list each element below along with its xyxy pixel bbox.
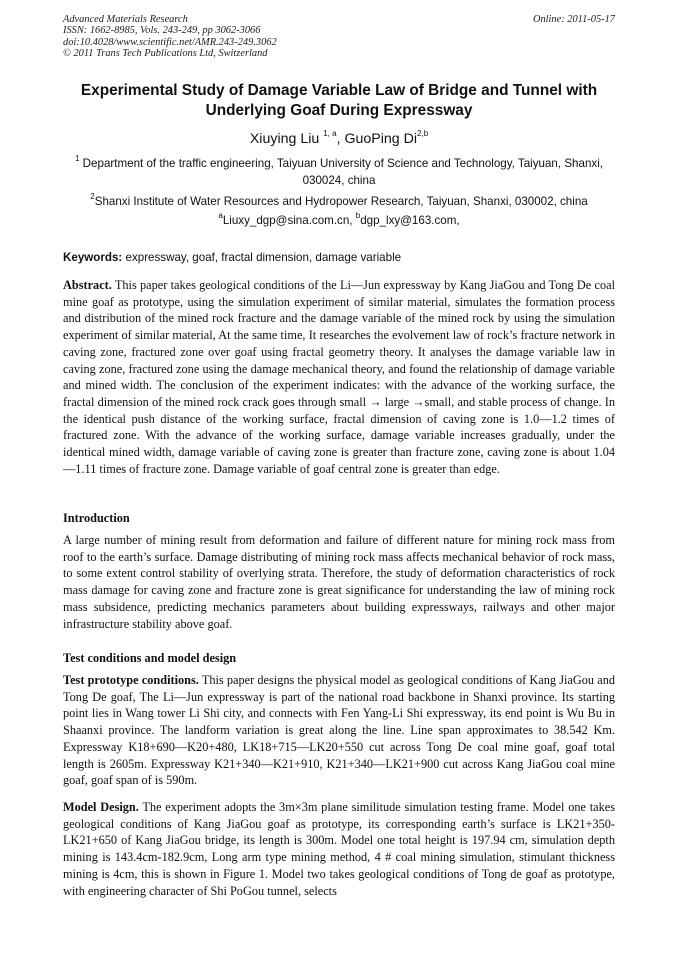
affiliation-1: [60, 155, 618, 189]
journal-doi[interactable]: doi:10.4028/www.scientific.net/AMR.243-249.3062: [63, 36, 277, 48]
author-1: Xiuying Liu: [249, 131, 320, 147]
journal-name: Advanced Materials Research: [63, 14, 188, 25]
email-a-marker: a: [218, 211, 223, 221]
model-design-text: The experiment adopts the 3m×3m plane similitude simulation testing frame. Model one takes geological conditions of Kang JiaGou goaf as prototype, its corresponding earth’s surface is LK21+350-LK21+650 of Kang JiaGou bridge, its length is 300m. Model one total height is 197.94 cm, simulation depth mining is 143.4cm-182.9cm, Long arm type mining method, 4 # coal mining simulation, stimulant thickness mining is 4cm, this is shown in Figure 1. Model two takes geological conditions of Tong de goaf as prototype, with engineering character of Shi PoGou tunnel, selects: [63, 800, 615, 898]
author-line: [60, 130, 618, 148]
introduction-text: A large number of mining result from deformation and failure of different nature for mining rock mass from roof to the earth’s surface. Damage distributing of mining rock mass affects mechanical behavior of rock mass, to some extent control stability of overlying strata. Therefore, the study of deformation characteristics of rock mass damage for caving zone and fracture zone is great significance for understanding the law of mining rock mass subsidence, predicting mechanics parameters about building expressways, railways and other major infrastructure stability above goaf.: [63, 533, 615, 631]
affiliation-2-text: Shanxi Institute of Water Resources and Hydropower Research, Taiyuan, Shanxi, 030002, china: [94, 195, 588, 208]
keywords: [63, 250, 615, 266]
affiliation-2-marker: 2: [90, 192, 95, 202]
affiliation-2: [60, 193, 618, 210]
test-conditions-heading: Test conditions and model design: [63, 651, 237, 665]
online-date: Online: 2011-05-17: [532, 14, 615, 25]
author-1-marker: 1, a: [323, 129, 337, 139]
introduction-heading: Introduction: [63, 511, 130, 525]
keywords-label: Keywords:: [63, 251, 123, 264]
email-b-marker: b: [355, 211, 361, 221]
paper-title: Experimental Study of Damage Variable Law of Bridge and Tunnel with Underlying Goaf During Expressway: [80, 82, 598, 119]
abstract-label: Abstract.: [63, 278, 112, 292]
journal-header: [63, 14, 277, 60]
email-b[interactable]: dgp_lxy@163.com,: [360, 214, 460, 227]
affiliation-1-text: Department of the traffic engineering, Taiyuan University of Science and Technology, Taiyuan, Shanxi, 030024, china: [79, 157, 603, 187]
author-separator: ,: [336, 131, 345, 147]
abstract: [63, 277, 615, 477]
journal-copyright: © 2011 Trans Tech Publications Ltd, Switzerland: [63, 48, 268, 60]
model-design-paragraph: [63, 799, 615, 899]
author-2: GuoPing Di: [344, 131, 418, 147]
model-design-label: Model Design.: [63, 800, 139, 814]
keywords-text: expressway, goaf, fractal dimension, damage variable: [122, 251, 402, 264]
author-emails: [60, 212, 618, 229]
journal-issn: ISSN: 1662-8985, Vols. 243-249, pp 3062-3066: [63, 25, 261, 37]
author-2-marker: 2,b: [417, 129, 429, 139]
test-prototype-paragraph: [63, 672, 615, 789]
test-prototype-text: This paper designs the physical model as geological conditions of Kang JiaGou and Tong De goaf, The Li—Jun expressway is part of the national road backbone in Shanxi province. Its starting point lies in Wang tower Li Shi city, and connects with Fen Yang-Li Shi expressway, its end point is Wu Bu in Shaanxi province. The landform variation is great along the line. Line span approximates to 38.542 Km. Expressway K18+690—K20+480, LK18+715—LK20+550 cut across Tong De coal mine goaf, goaf total length is 2605m. Expressway K21+340—K21+910, K21+340—LK21+900 cut across Kang JiaGou coal mine goaf, goaf span of is 590m.: [63, 673, 615, 788]
email-a[interactable]: Liuxy_dgp@sina.com.cn,: [222, 214, 356, 227]
abstract-text: This paper takes geological conditions of the Li—Jun expressway by Kang JiaGou and Tong De coal mine goaf as prototype, using the simulation experiment of similar material, simulates the formation process and distribution of the mined rock fracture and the damage variable of the mined rock by using the simulation experiment of similar material, At the same time, It researches the evolvement law of rock’s fracture network in caving zone, fractured zone over goaf using fractal geometry theory. It analyses the damage variable law in caving zone, fractured zone using the damage mechanical theory, and found the relationship of damage variable and mined width. The conclusion of the experiment indicates: with the advance of the working surface, the fractal dimension of the mined rock crack goes through small → large →small, and stable process of change. In the identical push distance of the working surface, fractal dimension of caving zone is 1.0—1.2 times of fractured zone. With the advance of the working surface, damage variable increases gradually, under the identical mined width, damage variable of caving zone is greater than fracture zone, caving zone is about 1.04—1.11 times of fracture zone. Damage variable of goaf central zone is greater than edge.: [63, 278, 615, 476]
affiliation-1-marker: 1: [75, 154, 80, 164]
test-prototype-label: Test prototype conditions.: [63, 673, 199, 687]
